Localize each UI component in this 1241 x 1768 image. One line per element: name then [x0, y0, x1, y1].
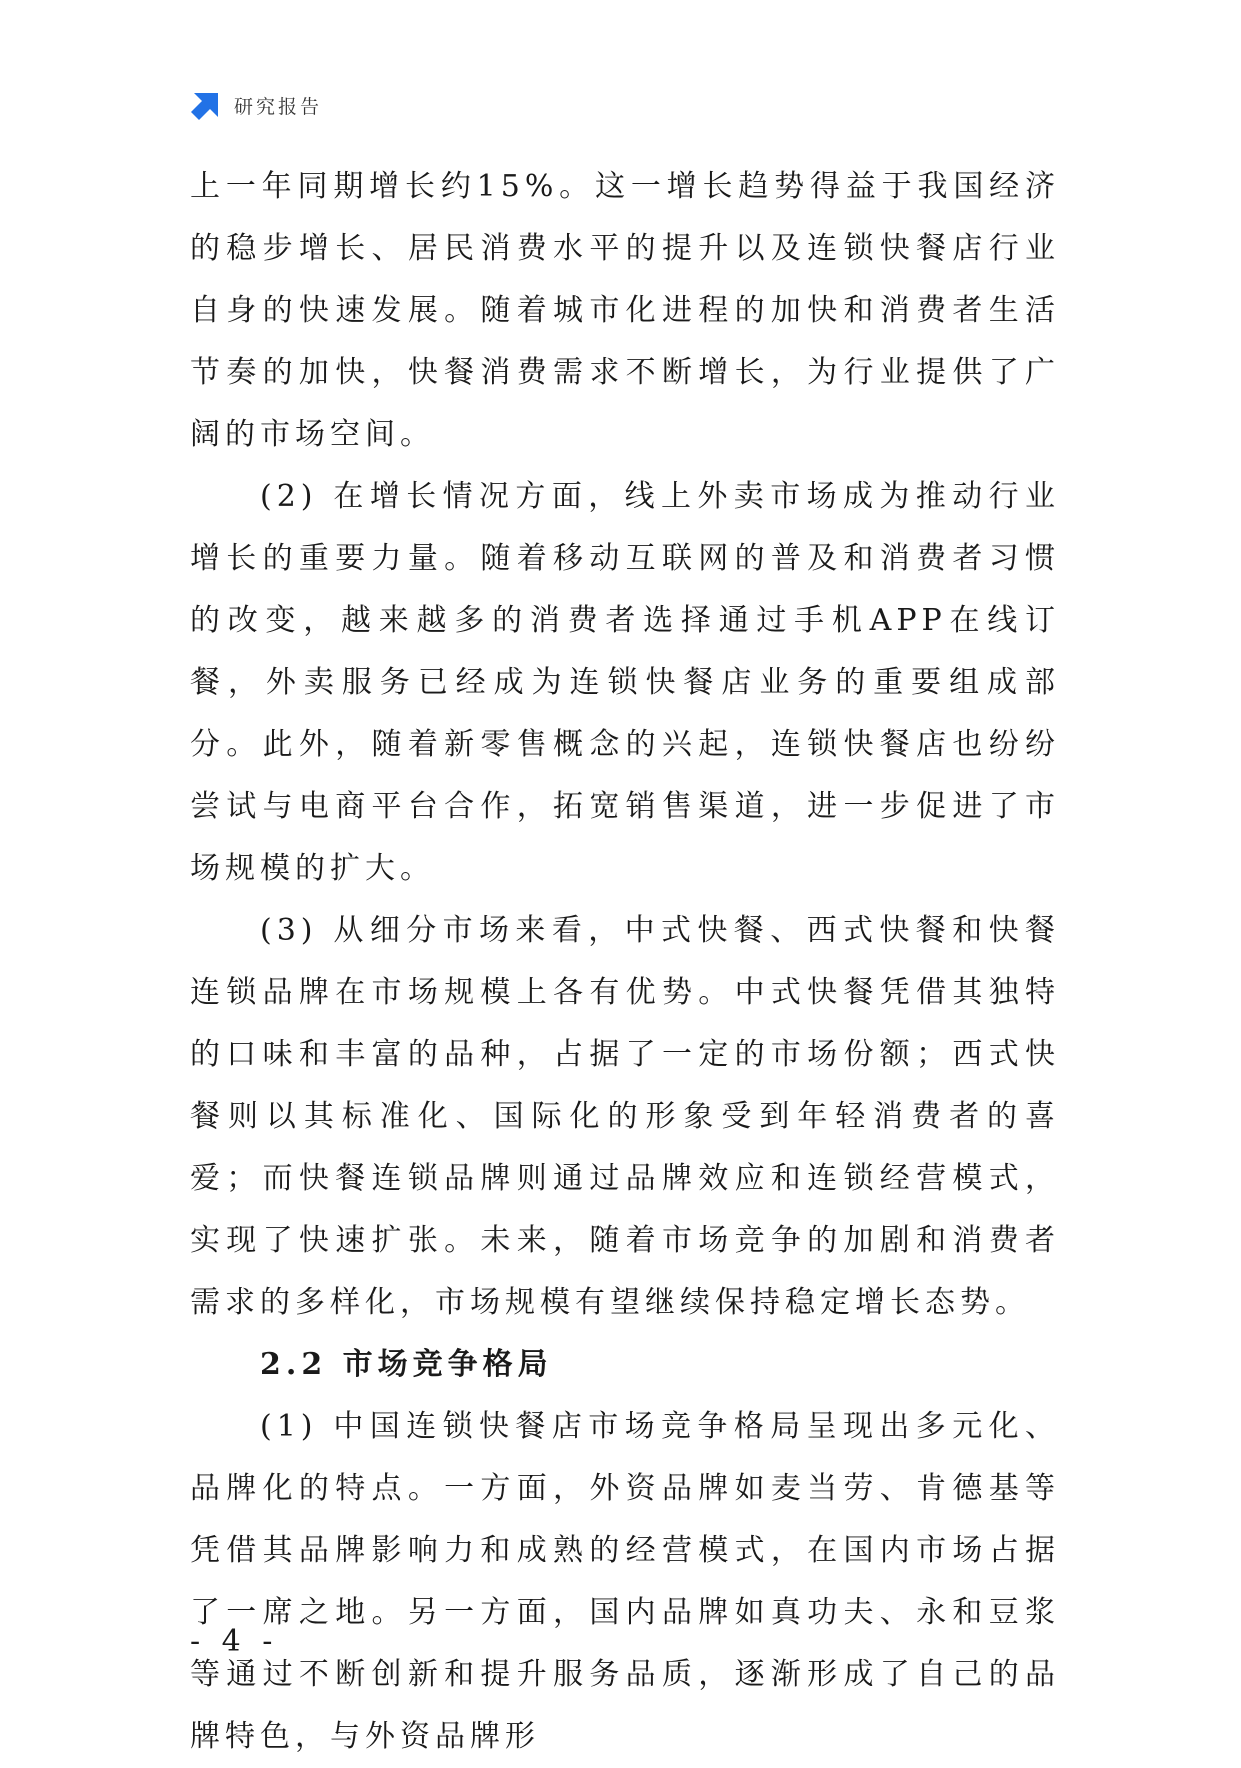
paragraph-competition: (1) 中国连锁快餐店市场竞争格局呈现出多元化、品牌化的特点。一方面，外资品牌如麦当劳、肯德基等凭借其品牌影响力和成熟的经营模式，在国内市场占据了一席之地。另一方面，国内品牌如真功夫、永和豆浆等通过不断创新和提升服务品质，逐渐形成了自己的品牌特色，与外资品牌形: [190, 1409, 1060, 1754]
header-title: 研究报告: [234, 95, 323, 118]
section-title: 2.2 市场竞争格局: [260, 1347, 553, 1382]
document-body: [190, 156, 1060, 1768]
arrow-up-right-icon: [190, 89, 222, 121]
paragraph-continued: 上一年同期增长约15%。这一增长趋势得益于我国经济的稳步增长、居民消费水平的提升以及连锁快餐店行业自身的快速发展。随着城市化进程的加快和消费者生活节奏的加快，快餐消费需求不断增长，为行业提供了广阔的市场空间。: [190, 169, 1060, 452]
paragraph-segments: (3) 从细分市场来看，中式快餐、西式快餐和快餐连锁品牌在市场规模上各有优势。中式快餐凭借其独特的口味和丰富的品种，占据了一定的市场份额；西式快餐则以其标准化、国际化的形象受到年轻消费者的喜爱；而快餐连锁品牌则通过品牌效应和连锁经营模式，实现了快速扩张。未来，随着市场竞争的加剧和消费者需求的多样化，市场规模有望继续保持稳定增长态势。: [190, 913, 1060, 1320]
report-header: [190, 88, 322, 122]
page-number: - 4 -: [190, 1624, 279, 1659]
paragraph-growth: (2) 在增长情况方面，线上外卖市场成为推动行业增长的重要力量。随着移动互联网的普及和消费者习惯的改变，越来越多的消费者选择通过手机APP在线订餐，外卖服务已经成为连锁快餐店业务的重要组成部分。此外，随着新零售概念的兴起，连锁快餐店也纷纷尝试与电商平台合作，拓宽销售渠道，进一步促进了市场规模的扩大。: [190, 479, 1060, 886]
